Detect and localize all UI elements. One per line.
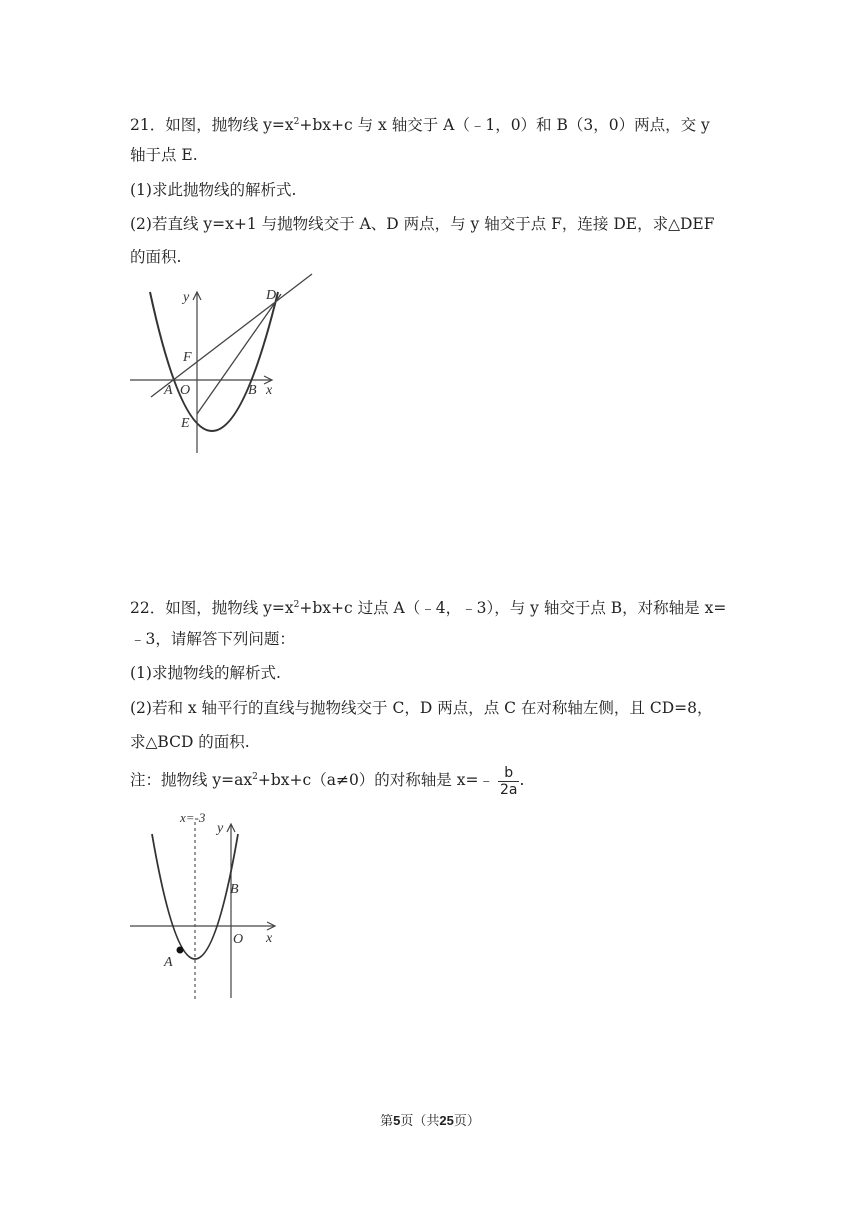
q22-frac-num: b xyxy=(498,765,520,782)
q22-note-mid: +bx+c（a≠0）的对称轴是 x=﹣ xyxy=(257,771,494,790)
q22-note xyxy=(130,758,524,799)
q21-figure xyxy=(125,265,325,465)
q21-label-B: B xyxy=(248,383,257,398)
q22-exponent: 2 xyxy=(293,600,300,610)
q21-parabola xyxy=(150,292,278,431)
q22-note-exponent: 2 xyxy=(252,772,258,782)
q22-line-1 xyxy=(130,595,726,618)
q21-part-2: (2)若直线 y=x+1 与抛物线交于 A、D 两点，与 y 轴交于点 F，连接 DE，求△DEF xyxy=(130,215,715,233)
q22-note-pre: 注：抛物线 y=ax xyxy=(130,771,253,790)
q22-line-1-pre: 22．如图，抛物线 y=x xyxy=(130,599,294,618)
footer-post: 页） xyxy=(453,1114,480,1129)
q21-label-O: O xyxy=(180,383,191,398)
q22-label-y: y xyxy=(217,821,224,836)
q22-label-A: A xyxy=(164,955,173,970)
q22-part-1: (1)求抛物线的解析式. xyxy=(130,664,281,682)
q21-line-2: 轴于点 E. xyxy=(130,146,198,164)
q21-line-5: 的面积. xyxy=(130,248,182,266)
q22-label-O: O xyxy=(233,932,244,947)
q21-part-1: (1)求此抛物线的解析式. xyxy=(130,181,297,199)
footer-pre: 第 xyxy=(380,1114,394,1129)
q22-label-x: x xyxy=(266,931,273,946)
q21-line-1 xyxy=(130,112,710,135)
q21-label-D: D xyxy=(266,288,277,303)
footer-mid: 页（共 xyxy=(400,1114,440,1129)
q22-label-B: B xyxy=(230,882,239,897)
q22-label-axis: x=-3 xyxy=(180,810,206,825)
q21-exponent: 2 xyxy=(293,117,300,127)
q22-point-A xyxy=(177,947,184,954)
q22-note-fraction xyxy=(498,765,520,798)
page-footer xyxy=(0,1110,860,1129)
q21-label-A: A xyxy=(164,383,173,398)
q22-line-2: ﹣3，请解答下列问题： xyxy=(130,630,295,648)
q22-figure xyxy=(125,805,325,1005)
q21-line-1-post: +bx+c 与 x 轴交于 A（﹣1，0）和 B（3，0）两点，交 y xyxy=(299,116,710,135)
q21-label-E: E xyxy=(181,416,190,431)
q21-label-y: y xyxy=(183,290,190,305)
q22-line-5: 求△BCD 的面积. xyxy=(130,733,250,751)
q22-frac-den: 2a xyxy=(499,781,518,798)
q21-label-x: x xyxy=(266,383,273,398)
q22-line-1-post: +bx+c 过点 A（﹣4，﹣3），与 y 轴交于点 B，对称轴是 x= xyxy=(299,599,727,618)
q22-note-end: . xyxy=(519,771,525,790)
q21-label-F: F xyxy=(183,350,192,365)
q22-part-2: (2)若和 x 轴平行的直线与抛物线交于 C，D 两点，点 C 在对称轴左侧，且 CD=8， xyxy=(130,699,713,717)
q21-line-1-pre: 21．如图，抛物线 y=x xyxy=(130,116,294,135)
q21-line-AD xyxy=(151,274,312,397)
footer-total-pages: 25 xyxy=(439,1113,454,1128)
footer-page-number: 5 xyxy=(393,1113,401,1128)
